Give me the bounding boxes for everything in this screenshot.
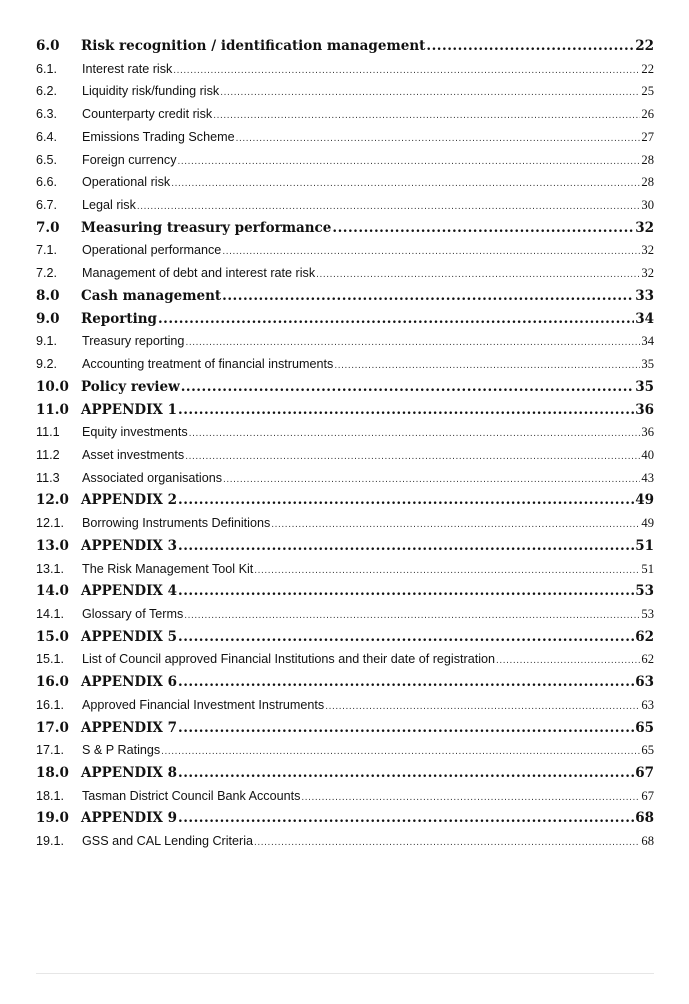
toc-entry-page-number: 65 — [641, 743, 654, 758]
toc-entry-number: 7.1. — [36, 243, 58, 258]
dot-leader — [213, 105, 640, 128]
dot-leader — [254, 832, 640, 855]
toc-entry-number: 9.0 — [36, 310, 60, 327]
toc-entry-number: 19.1. — [36, 834, 65, 849]
toc-entry-title: Operational risk — [82, 175, 171, 190]
toc-entry-number: 7.2. — [36, 266, 58, 281]
dot-leader — [178, 489, 634, 512]
toc-entry-title: APPENDIX 9 — [81, 810, 177, 827]
toc-entry-title: S & P Ratings — [82, 743, 161, 758]
toc-subsection-entry[interactable] — [36, 444, 654, 467]
dot-leader — [178, 807, 634, 830]
toc-entry-page-number: 34 — [635, 310, 654, 327]
dot-leader — [178, 151, 641, 174]
dot-leader — [158, 308, 634, 331]
toc-entry-number: 11.1 — [36, 425, 60, 440]
toc-entry-title: Foreign currency — [82, 152, 177, 167]
toc-subsection-entry[interactable] — [36, 421, 654, 444]
toc-entry-title: Operational performance — [82, 243, 222, 258]
dot-leader — [173, 60, 640, 83]
dot-leader — [178, 762, 634, 785]
toc-entry-title: APPENDIX 7 — [81, 719, 177, 736]
dot-leader — [189, 423, 641, 446]
dot-leader — [223, 469, 640, 492]
toc-entry-title: List of Council approved Financial Institutions and their date of registration — [82, 652, 496, 667]
toc-entry-number: 6.5. — [36, 152, 58, 167]
dot-leader — [222, 241, 640, 264]
toc-entry-title: Accounting treatment of financial instruments — [82, 357, 334, 372]
dot-leader — [426, 35, 634, 58]
toc-entry-number: 14.0 — [36, 583, 69, 600]
toc-entry-page-number: 67 — [641, 788, 654, 803]
toc-entry-page-number: 25 — [641, 84, 654, 99]
toc-entry-title: APPENDIX 4 — [81, 583, 177, 600]
dot-leader — [236, 128, 641, 151]
toc-subsection-entry[interactable] — [36, 558, 654, 581]
toc-section-entry[interactable] — [36, 376, 654, 399]
toc-entry-number: 15.1. — [36, 652, 65, 667]
toc-subsection-entry[interactable] — [36, 648, 654, 671]
toc-entry-title: Risk recognition / identification management — [81, 38, 426, 54]
toc-subsection-entry[interactable] — [36, 103, 654, 126]
dot-leader — [181, 376, 635, 399]
dot-leader — [334, 355, 640, 378]
toc-entry-page-number: 62 — [641, 652, 654, 667]
toc-entry-number: 6.0 — [36, 38, 60, 54]
toc-section-entry[interactable] — [36, 762, 654, 785]
toc-subsection-entry[interactable] — [36, 80, 654, 103]
toc-entry-page-number: 68 — [635, 810, 654, 827]
dot-leader — [220, 82, 640, 105]
toc-entry-number: 15.0 — [36, 628, 69, 645]
toc-subsection-entry[interactable] — [36, 830, 654, 853]
toc-entry-page-number: 32 — [641, 243, 654, 258]
toc-entry-title: Emissions Trading Scheme — [82, 129, 235, 144]
toc-entry-title: Associated organisations — [82, 470, 223, 485]
toc-entry-page-number: 49 — [641, 516, 654, 531]
toc-entry-page-number: 35 — [635, 378, 654, 395]
toc-entry-title: Cash management — [81, 287, 222, 304]
toc-subsection-entry[interactable] — [36, 58, 654, 81]
toc-entry-page-number: 63 — [635, 674, 654, 691]
toc-entry-number: 17.0 — [36, 719, 69, 736]
toc-subsection-entry[interactable] — [36, 512, 654, 535]
toc-entry-title: Tasman District Council Bank Accounts — [82, 788, 301, 803]
dot-leader — [178, 535, 634, 558]
toc-subsection-entry[interactable] — [36, 171, 654, 194]
toc-entry-title: Borrowing Instruments Definitions — [82, 516, 271, 531]
toc-entry-number: 6.6. — [36, 175, 58, 190]
toc-entry-number: 6.2. — [36, 84, 58, 99]
toc-entry-number: 10.0 — [36, 378, 69, 395]
toc-entry-page-number: 28 — [641, 152, 654, 167]
toc-entry-page-number: 22 — [635, 38, 654, 54]
toc-entry-page-number: 34 — [641, 334, 654, 349]
toc-entry-title: Glossary of Terms — [82, 606, 184, 621]
toc-entry-title: Reporting — [81, 310, 157, 327]
toc-section-entry[interactable] — [36, 580, 654, 603]
toc-subsection-entry[interactable] — [36, 149, 654, 172]
toc-entry-page-number: 40 — [641, 447, 654, 462]
toc-section-entry[interactable] — [36, 308, 654, 331]
toc-entry-page-number: 51 — [635, 537, 654, 554]
toc-entry-page-number: 65 — [635, 719, 654, 736]
toc-entry-number: 11.0 — [36, 401, 69, 418]
toc-section-entry[interactable] — [36, 217, 654, 240]
toc-entry-title: APPENDIX 2 — [81, 492, 177, 509]
toc-entry-number: 6.7. — [36, 198, 58, 213]
toc-entry-title: Approved Financial Investment Instruments — [82, 697, 325, 712]
toc-entry-title: Interest rate risk — [82, 61, 173, 76]
toc-section-entry[interactable] — [36, 285, 654, 308]
toc-entry-number: 6.4. — [36, 129, 58, 144]
dot-leader — [254, 560, 640, 583]
dot-leader — [178, 671, 634, 694]
dot-leader — [301, 787, 640, 810]
dot-leader — [316, 264, 640, 287]
toc-entry-page-number: 32 — [641, 266, 654, 281]
toc-subsection-entry[interactable] — [36, 603, 654, 626]
toc-entry-number: 6.3. — [36, 107, 58, 122]
toc-entry-number: 12.1. — [36, 516, 65, 531]
toc-entry-page-number: 49 — [635, 492, 654, 509]
dot-leader — [184, 605, 640, 628]
toc-entry-page-number: 22 — [641, 61, 654, 76]
toc-entry-page-number: 36 — [641, 425, 654, 440]
toc-entry-page-number: 33 — [635, 287, 654, 304]
toc-entry-number: 18.1. — [36, 788, 65, 803]
toc-subsection-entry[interactable] — [36, 739, 654, 762]
toc-entry-number: 19.0 — [36, 810, 69, 827]
toc-entry-number: 18.0 — [36, 765, 69, 781]
toc-section-entry[interactable] — [36, 35, 654, 58]
toc-subsection-entry[interactable] — [36, 262, 654, 285]
toc-entry-page-number: 63 — [641, 697, 654, 712]
toc-subsection-entry[interactable] — [36, 467, 654, 490]
toc-entry-page-number: 62 — [635, 628, 654, 645]
toc-subsection-entry[interactable] — [36, 239, 654, 262]
toc-entry-page-number: 67 — [635, 765, 654, 781]
toc-entry-number: 14.1. — [36, 606, 65, 621]
footer-divider — [36, 973, 654, 974]
toc-subsection-entry[interactable] — [36, 694, 654, 717]
toc-entry-number: 16.0 — [36, 674, 69, 691]
toc-entry-title: Counterparty credit risk — [82, 107, 213, 122]
dot-leader — [178, 717, 634, 740]
toc-entry-title: APPENDIX 5 — [81, 628, 177, 645]
toc-entry-title: APPENDIX 8 — [81, 765, 177, 781]
toc-entry-page-number: 43 — [641, 470, 654, 485]
toc-entry-title: Legal risk — [82, 198, 136, 213]
toc-subsection-entry[interactable] — [36, 194, 654, 217]
toc-entry-number: 16.1. — [36, 697, 65, 712]
toc-entry-number: 7.0 — [36, 219, 60, 236]
toc-entry-title: Equity investments — [82, 425, 188, 440]
toc-subsection-entry[interactable] — [36, 353, 654, 376]
dot-leader — [171, 173, 640, 196]
toc-entry-page-number: 35 — [641, 357, 654, 372]
toc-section-entry[interactable] — [36, 807, 654, 830]
toc-entry-number: 13.0 — [36, 537, 69, 554]
toc-entry-page-number: 28 — [641, 175, 654, 190]
toc-entry-title: Treasury reporting — [82, 334, 185, 349]
toc-entry-title: Policy review — [81, 378, 180, 395]
toc-entry-number: 13.1. — [36, 561, 65, 576]
table-of-contents — [36, 35, 654, 853]
toc-entry-page-number: 53 — [635, 583, 654, 600]
toc-entry-page-number: 51 — [641, 561, 654, 576]
toc-entry-number: 11.3 — [36, 470, 60, 485]
dot-leader — [185, 446, 640, 469]
toc-entry-number: 9.2. — [36, 357, 58, 372]
toc-section-entry[interactable] — [36, 489, 654, 512]
toc-entry-number: 8.0 — [36, 287, 60, 304]
dot-leader — [222, 285, 634, 308]
toc-section-entry[interactable] — [36, 626, 654, 649]
dot-leader — [185, 332, 640, 355]
toc-entry-title: APPENDIX 3 — [81, 537, 177, 554]
dot-leader — [332, 217, 634, 240]
toc-subsection-entry[interactable] — [36, 126, 654, 149]
toc-entry-title: Measuring treasury performance — [81, 219, 332, 236]
toc-entry-number: 6.1. — [36, 61, 58, 76]
toc-entry-number: 12.0 — [36, 492, 69, 509]
dot-leader — [137, 196, 641, 219]
dot-leader — [325, 696, 640, 719]
dot-leader — [496, 650, 640, 673]
toc-entry-title: APPENDIX 6 — [81, 674, 177, 691]
toc-entry-page-number: 68 — [641, 834, 654, 849]
toc-entry-page-number: 36 — [635, 401, 654, 418]
toc-entry-page-number: 27 — [641, 129, 654, 144]
toc-section-entry[interactable] — [36, 671, 654, 694]
dot-leader — [178, 399, 634, 422]
toc-entry-title: Asset investments — [82, 447, 185, 462]
toc-entry-title: APPENDIX 1 — [81, 401, 177, 418]
toc-section-entry[interactable] — [36, 399, 654, 422]
toc-subsection-entry[interactable] — [36, 785, 654, 808]
toc-entry-title: Management of debt and interest rate risk — [82, 266, 316, 281]
toc-entry-title: GSS and CAL Lending Criteria — [82, 834, 254, 849]
toc-entry-page-number: 26 — [641, 107, 654, 122]
dot-leader — [271, 514, 640, 537]
dot-leader — [161, 741, 640, 764]
toc-entry-number: 17.1. — [36, 743, 65, 758]
toc-entry-title: Liquidity risk/funding risk — [82, 84, 220, 99]
toc-entry-number: 11.2 — [36, 447, 60, 462]
toc-entry-page-number: 32 — [635, 219, 654, 236]
toc-entry-page-number: 53 — [641, 606, 654, 621]
toc-entry-page-number: 30 — [641, 198, 654, 213]
toc-section-entry[interactable] — [36, 717, 654, 740]
toc-subsection-entry[interactable] — [36, 330, 654, 353]
toc-entry-title: The Risk Management Tool Kit — [82, 561, 254, 576]
dot-leader — [178, 626, 634, 649]
toc-entry-number: 9.1. — [36, 334, 58, 349]
toc-section-entry[interactable] — [36, 535, 654, 558]
dot-leader — [178, 580, 634, 603]
